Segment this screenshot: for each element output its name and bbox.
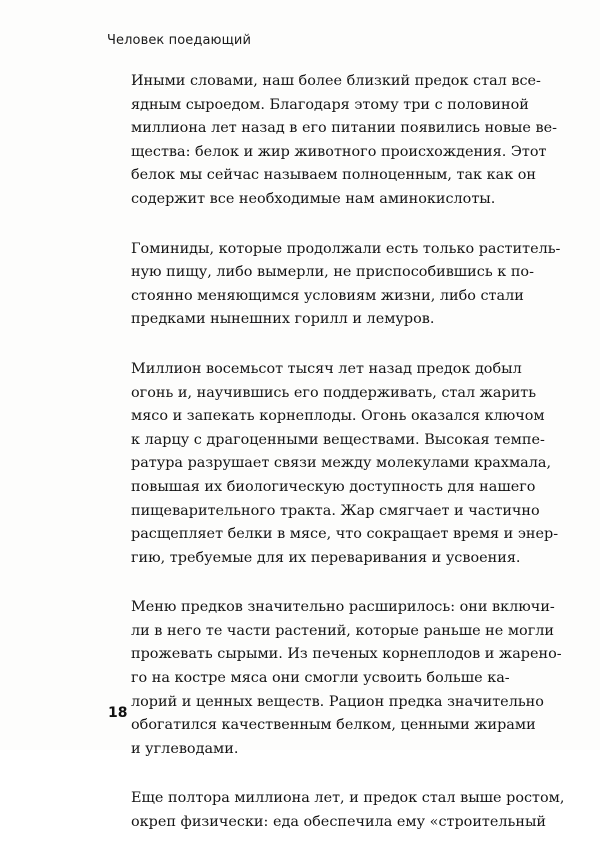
page-number: 18 bbox=[108, 705, 128, 721]
text-line: ратура разрушает связи между молекулами крахмала, bbox=[131, 455, 552, 472]
text-line: Меню предков значительно расширилось: они включи- bbox=[131, 599, 555, 616]
running-header: Человек поедающий bbox=[107, 33, 252, 48]
text-line: огонь и, научившись его поддерживать, стал жарить bbox=[131, 384, 537, 401]
text-line: предками нынешних горилл и лемуров. bbox=[131, 311, 435, 328]
text-line: Еще полтора миллиона лет, и предок стал выше ростом, bbox=[131, 790, 565, 807]
text-line: Миллион восемьсот тысяч лет назад предок добыл bbox=[131, 360, 522, 377]
text-line: и углеводами. bbox=[131, 740, 239, 757]
text-line: ядным сыроедом. Благодаря этому три с половиной bbox=[131, 96, 529, 113]
text-line: гию, требуемые для их переваривания и усвоения. bbox=[131, 549, 521, 566]
text-line: расщепляет белки в мясе, что сокращает время и энер- bbox=[131, 526, 559, 543]
text-line: щества: белок и жир животного происхождения. Этот bbox=[131, 143, 547, 160]
paragraph bbox=[131, 238, 561, 332]
text-line: белок мы сейчас называем полноценным, так как он bbox=[131, 167, 537, 184]
text-line: обогатился качественным белком, ценными жирами bbox=[131, 717, 536, 734]
text-line: Гоминиды, которые продолжали есть только раститель- bbox=[131, 240, 561, 257]
text-line: мясо и запекать корнеплоды. Огонь оказался ключом bbox=[131, 408, 545, 425]
text-line: ли в него те части растений, которые раньше не могли bbox=[131, 622, 554, 639]
text-line: ную пищу, либо вымерли, не приспособившись к по- bbox=[131, 264, 534, 281]
body-text bbox=[131, 70, 565, 861]
paragraph bbox=[131, 70, 557, 212]
text-line: пищеварительного тракта. Жар смягчает и частично bbox=[131, 502, 540, 519]
text-line: к ларцу с драгоценными веществами. Высокая темпе- bbox=[131, 431, 545, 448]
text-line: лорий и ценных веществ. Рацион предка значительно bbox=[131, 693, 544, 710]
paragraph bbox=[131, 787, 565, 834]
text-line: повышая их биологическую доступность для нашего bbox=[131, 478, 536, 495]
text-line: Иными словами, наш более близкий предок стал все- bbox=[131, 73, 541, 89]
text-line: прожевать сырыми. Из печеных корнеплодов и жарено- bbox=[131, 646, 562, 663]
text-line: го на костре мяса они смогли усвоить больше ка- bbox=[131, 670, 510, 687]
paragraph bbox=[131, 358, 559, 570]
text-line: содержит все необходимые нам аминокислоты. bbox=[131, 190, 496, 207]
text-line: окреп физически: еда обеспечила ему «строительный bbox=[131, 814, 547, 831]
text-line: стоянно меняющимся условиям жизни, либо стали bbox=[131, 287, 524, 304]
text-line: миллиона лет назад в его питании появились новые ве- bbox=[131, 120, 557, 137]
paragraph bbox=[131, 596, 562, 761]
